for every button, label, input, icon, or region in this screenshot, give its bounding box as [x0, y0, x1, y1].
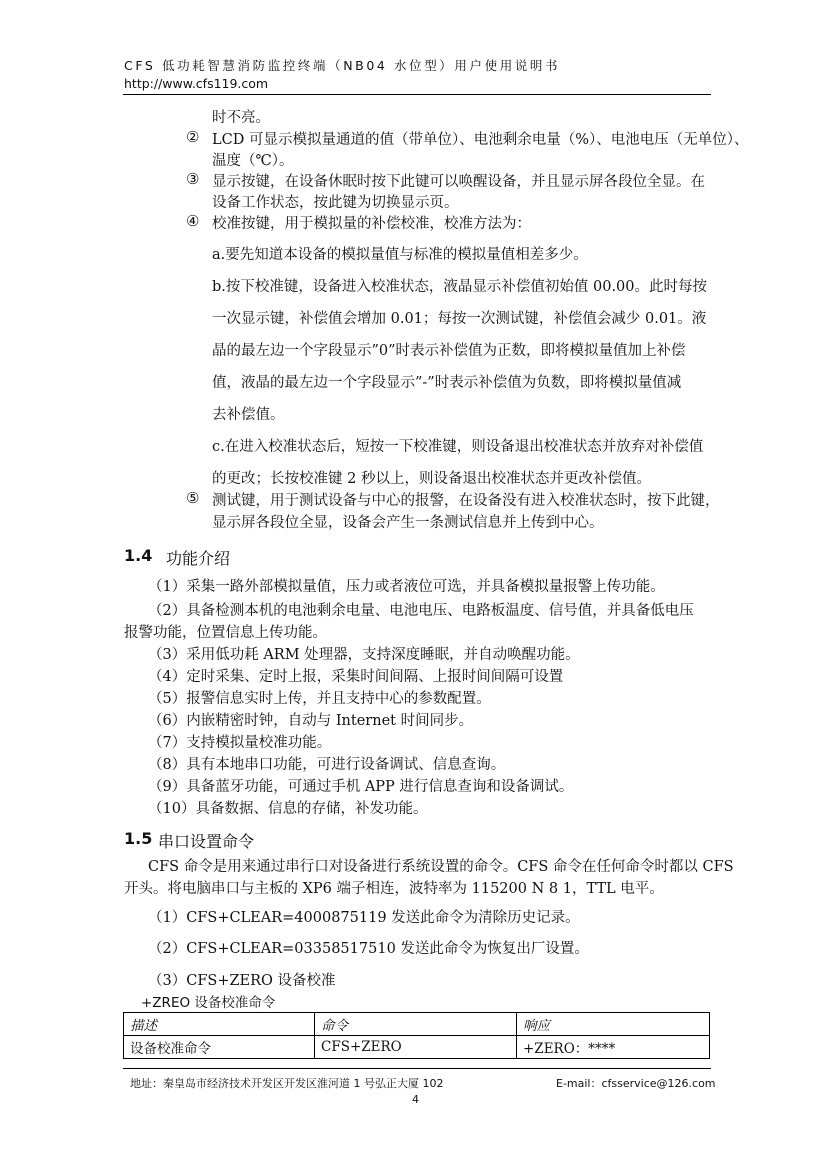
table-row [124, 1036, 710, 1059]
header-url[interactable]: http://www.cfs119.com [124, 76, 269, 91]
feature-item: （6）内嵌精密时钟，自动与 Internet 时间同步。 [148, 713, 474, 729]
table-cell: CFS+ZERO [315, 1036, 517, 1059]
item-3-number: ③ [186, 170, 200, 188]
footer-rule [123, 1068, 711, 1069]
table-header-row [124, 1013, 710, 1036]
footer-address: 地址：秦皇岛市经济技术开发区开发区淮河道 1 号弘正大厦 102 [130, 1077, 444, 1090]
feature-item: 报警功能，位置信息上传功能。 [124, 625, 327, 641]
table-header-cell: 描述 [124, 1013, 315, 1036]
table-cell: +ZERO：**** [517, 1036, 710, 1059]
header-rule [123, 94, 711, 95]
item-2-line-1: LCD 可显示模拟量通道的值（带单位）、电池剩余电量（%）、电池电压（无单位）、 [212, 132, 749, 148]
page-number: 4 [412, 1093, 419, 1106]
item-4-line-1: 校准按键，用于模拟量的补偿校准，校准方法为： [212, 216, 531, 232]
table-caption: +ZREO 设备校准命令 [141, 995, 276, 1011]
calib-step-b-line-2: 一次显示键，补偿值会增加 0.01；每按一次测试键，补偿值会减少 0.01。液 [212, 311, 707, 327]
table-cell: 设备校准命令 [124, 1036, 315, 1059]
table-header-cell: 响应 [517, 1013, 710, 1036]
serial-intro-line-2: 开头。将电脑串口与主板的 XP6 端子相连，波特率为 115200 N 8 1，TTL 电平。 [124, 881, 664, 897]
calib-step-b-line-4: 值，液晶的最左边一个字段显示”-”时表示补偿值为负数，即将模拟量值减 [212, 375, 682, 391]
table-header-cell: 命令 [315, 1013, 517, 1036]
item-2-line-2: 温度（℃）。 [212, 153, 294, 169]
section-1-5-title: 串口设置命令 [158, 832, 255, 851]
feature-item: （5）报警信息实时上传，并且支持中心的参数配置。 [148, 691, 491, 707]
section-1-5-number: 1.5 [124, 829, 153, 848]
item-5-line-1: 测试键，用于测试设备与中心的报警，在设备没有进入校准状态时，按下此键， [212, 493, 720, 509]
feature-item: （3）采用低功耗 ARM 处理器，支持深度睡眠，并自动唤醒功能。 [148, 647, 580, 663]
serial-intro-line-1: CFS 命令是用来通过串行口对设备进行系统设置的命令。CFS 命令在任何命令时都以 CFS [148, 859, 734, 875]
feature-item: （1）采集一路外部模拟量值，压力或者液位可选，并具备模拟量报警上传功能。 [148, 579, 665, 595]
item-5-line-2: 显示屏各段位全显，设备会产生一条测试信息并上传到中心。 [212, 515, 604, 531]
command-table [123, 1012, 710, 1059]
item-2-number: ② [186, 128, 200, 146]
calib-step-b-line-3: 晶的最左边一个字段显示”0”时表示补偿值为正数，即将模拟量值加上补偿 [212, 343, 686, 359]
command-zero: （3）CFS+ZERO 设备校准 [148, 973, 336, 989]
feature-item: （9）具备蓝牙功能，可通过手机 APP 进行信息查询和设备调试。 [148, 779, 574, 795]
section-1-4-number: 1.4 [124, 546, 153, 565]
calib-step-c-line-1: c.在进入校准状态后，短按一下校准键，则设备退出校准状态并放弃对补偿值 [212, 439, 704, 455]
feature-item: （10）具备数据、信息的存储，补发功能。 [148, 801, 428, 817]
feature-item: （4）定时采集、定时上报，采集时间间隔、上报时间间隔可设置 [148, 669, 564, 685]
calib-step-b-line-1: b.按下校准键，设备进入校准状态，液晶显示补偿值初始值 00.00。此时每按 [212, 279, 708, 295]
section-1-4-title: 功能介绍 [166, 549, 231, 568]
command-clear-history: （1）CFS+CLEAR=4000875119 发送此命令为清除历史记录。 [148, 910, 580, 926]
item-continuation: 时不亮。 [212, 110, 270, 126]
feature-item: （8）具有本地串口功能，可进行设备调试、信息查询。 [148, 757, 506, 773]
feature-item: （7）支持模拟量校准功能。 [148, 735, 332, 751]
item-3-line-2: 设备工作状态，按此键为切换显示页。 [212, 195, 459, 211]
calib-step-b-line-5: 去补偿值。 [212, 407, 285, 423]
command-factory-reset: （2）CFS+CLEAR=03358517510 发送此命令为恢复出厂设置。 [148, 941, 589, 957]
calib-step-c-line-2: 的更改；长按校准键 2 秒以上，则设备退出校准状态并更改补偿值。 [212, 471, 651, 487]
item-3-line-1: 显示按键，在设备休眠时按下此键可以唤醒设备，并且显示屏各段位全显。在 [212, 174, 705, 190]
header-title: CFS 低功耗智慧消防监控终端（NB04 水位型）用户使用说明书 [124, 58, 561, 73]
calib-step-a: a.要先知道本设备的模拟量值与标准的模拟量值相差多少。 [212, 247, 588, 263]
footer-email[interactable]: E-mail：cfsservice@126.com [556, 1077, 716, 1090]
feature-item: （2）具备检测本机的电池剩余电量、电池电压、电路板温度、信号值，并具备低电压 [148, 603, 694, 619]
item-4-number: ④ [186, 212, 200, 230]
item-5-number: ⑤ [186, 489, 200, 507]
